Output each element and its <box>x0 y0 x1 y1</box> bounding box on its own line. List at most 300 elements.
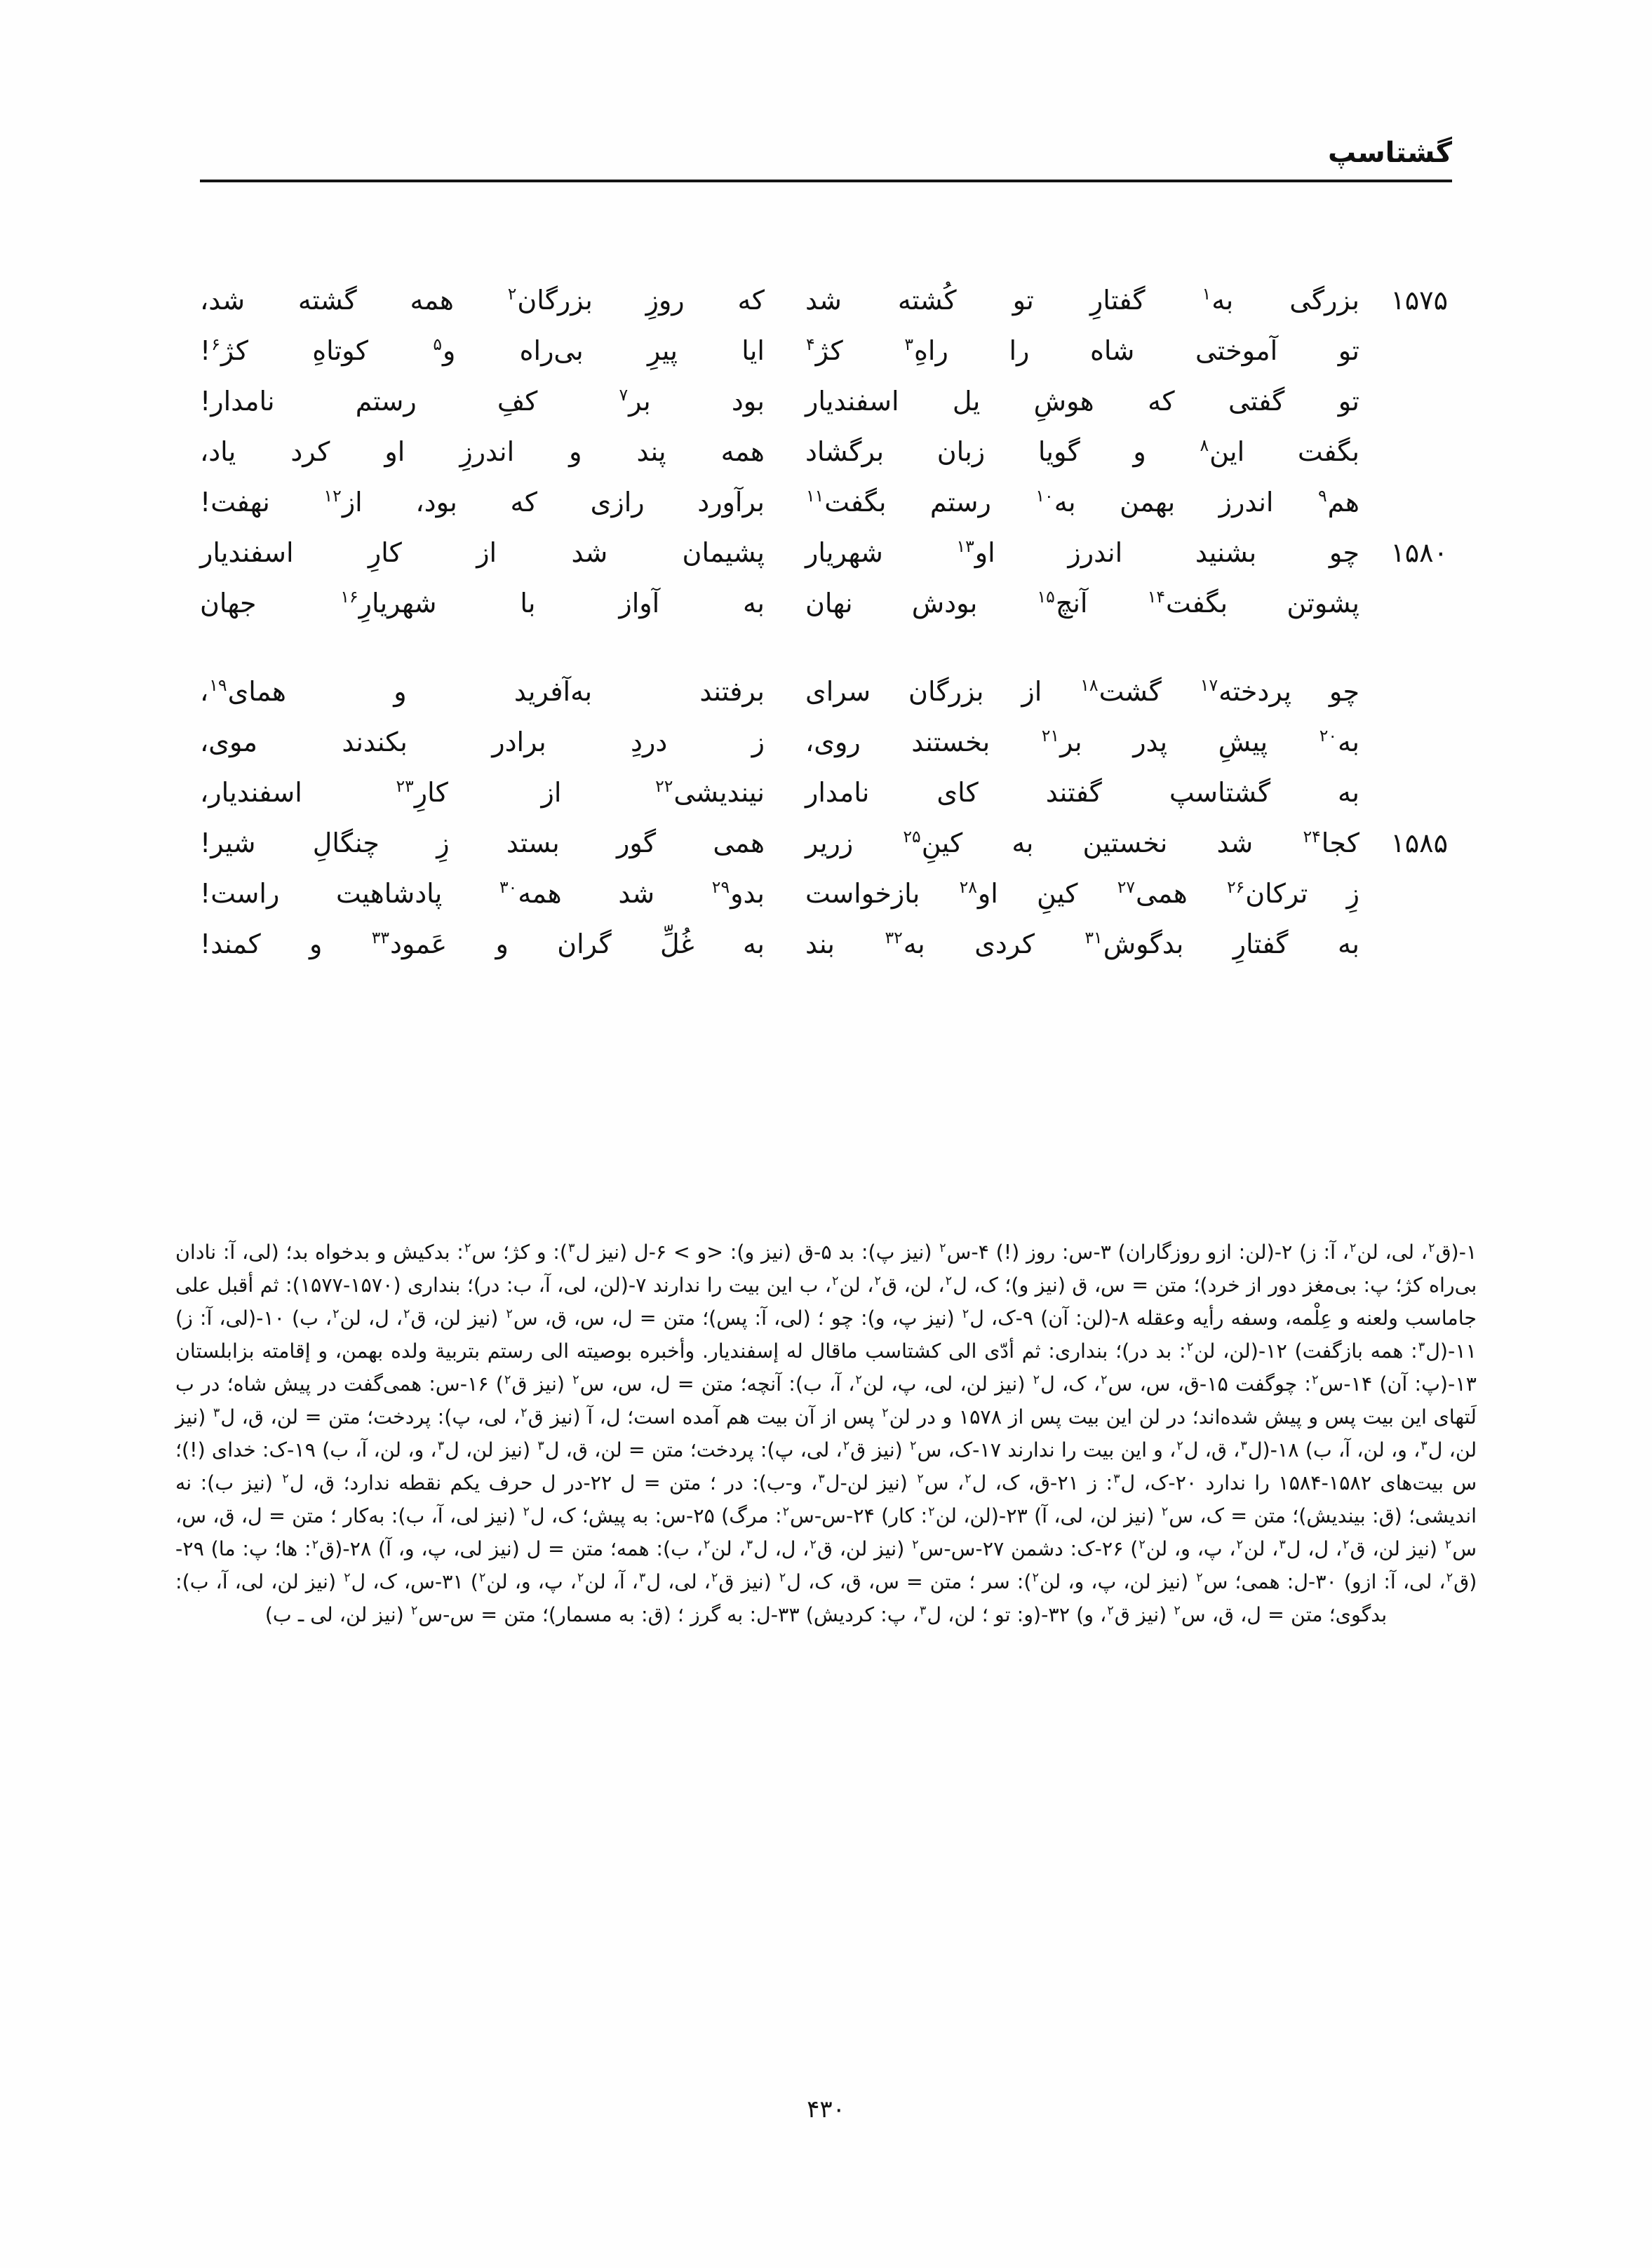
footnote-marker[interactable]: ۲ <box>1186 1339 1194 1354</box>
verse-word: بر <box>629 386 651 417</box>
verse-word: ل <box>220 1405 236 1429</box>
verse-word: بی‌راه <box>519 335 584 366</box>
hemistich-first <box>805 919 1359 969</box>
verse-word: دور <box>1268 1274 1297 1297</box>
verse-word: إسفندیار. <box>701 1339 779 1363</box>
verse-word: = <box>677 1372 694 1396</box>
footnote-marker[interactable]: ۲۱ <box>1041 726 1060 746</box>
verse-line <box>200 919 1452 969</box>
footnote-marker[interactable]: ۲ <box>782 1504 790 1519</box>
verse-word: (نیز <box>175 1405 206 1429</box>
verse-word: ، <box>835 1438 842 1462</box>
verse-word: گویا <box>1037 436 1080 467</box>
verse-word: به <box>632 1504 649 1527</box>
verse-word: ل <box>969 1307 984 1330</box>
footnote-marker[interactable]: ۲ <box>832 1274 839 1288</box>
verse-word: رستم <box>487 1339 533 1363</box>
footnote-marker[interactable]: ۲ <box>1107 1603 1114 1618</box>
verse-line <box>200 275 1452 325</box>
footnote-marker[interactable]: ۷ <box>619 385 629 405</box>
verse-line <box>200 767 1452 818</box>
verse-word: ب) <box>291 1307 318 1330</box>
footnote-marker[interactable]: ۲ <box>344 1570 351 1585</box>
footnote-marker[interactable]: ۲ <box>1101 1372 1108 1387</box>
footnote-marker[interactable]: ۳ <box>1418 1339 1425 1354</box>
verse-word: کارِ <box>414 777 448 808</box>
footnote-marker[interactable]: ۲ <box>311 1537 319 1552</box>
verse-word: و): <box>860 1307 885 1330</box>
footnote-marker[interactable]: ۲۷ <box>1117 877 1136 898</box>
hemistich-second <box>200 578 805 628</box>
verse-word: ): <box>553 1241 568 1264</box>
verse-word: ، <box>430 1438 437 1462</box>
verse-word: ، <box>912 1603 919 1626</box>
footnote-marker[interactable]: ۲ <box>403 1307 410 1321</box>
verse-word: ق، <box>565 1438 588 1462</box>
hemistich-second <box>200 717 805 767</box>
verse-word: = <box>1230 1504 1248 1527</box>
verse-word: ، <box>200 676 209 707</box>
verse-word: هوشِ <box>1033 386 1094 417</box>
verse-word: به <box>903 929 925 959</box>
verse-word: س <box>924 1471 949 1494</box>
verse-word: گفتند <box>1045 777 1102 808</box>
footnote-marker[interactable]: ۲ <box>945 1274 953 1288</box>
verse-word: و-ب): <box>752 1471 803 1494</box>
verse-word: نامدار <box>805 777 870 808</box>
verse-word: دشمن <box>1011 1537 1063 1560</box>
footnote-marker[interactable]: ۱۴ <box>1147 587 1166 607</box>
verse-word: لی، <box>234 1570 264 1593</box>
verse-word: ): <box>1016 1570 1032 1593</box>
verse-word: در)؛ <box>1115 1339 1148 1363</box>
footnote-marker[interactable]: ۱۶ <box>340 587 358 607</box>
footnote-marker[interactable]: ۲ <box>506 1307 513 1321</box>
verse-line <box>200 325 1452 376</box>
verse-word: (نیز <box>1124 1504 1155 1527</box>
verse-word: : <box>1411 1339 1418 1363</box>
verse-word: کژ؛ <box>502 1241 530 1264</box>
verse-word: لن، <box>948 1603 976 1626</box>
footnote-marker[interactable]: ۳ <box>537 1438 544 1453</box>
footnote-marker[interactable]: ۲ <box>939 1241 946 1255</box>
verse-word: زبان <box>936 436 986 467</box>
verse-word: ز <box>1087 1471 1098 1494</box>
verse-word: برفتند <box>699 676 765 707</box>
footnote-marker[interactable]: ۳ <box>1240 1438 1247 1453</box>
footnote-marker[interactable]: ۱۸ <box>1080 675 1099 696</box>
verse-word: او <box>977 878 998 909</box>
hemistich-second <box>200 376 805 426</box>
verse-word: به <box>1338 777 1359 808</box>
verse-word: کژ؛ <box>1395 1274 1423 1297</box>
verse-word: پ: <box>242 1537 268 1560</box>
verse-word: (نیز <box>373 1603 404 1626</box>
verse-word: یکم <box>450 1471 481 1494</box>
verse-word: شد <box>571 537 608 568</box>
verse-word: ل، <box>1308 1537 1329 1560</box>
verse-word: حرف <box>488 1471 533 1494</box>
verse-word: پ، <box>421 1537 447 1560</box>
footnote-marker[interactable]: ۲ <box>855 1372 862 1387</box>
verse-word: به <box>618 1603 635 1626</box>
verse-word: عِلْمه، <box>1284 1307 1333 1330</box>
verse-word: روزگاران) <box>1117 1241 1200 1264</box>
verse-word: همه <box>518 878 562 909</box>
verse-word: (نیز <box>242 1471 273 1494</box>
footnote-marker[interactable]: ۲ <box>1428 1241 1435 1255</box>
footnote-marker[interactable]: ۲ <box>1312 1372 1319 1387</box>
verse-word: به <box>743 929 765 959</box>
footnote-marker[interactable]: ۲ <box>282 1471 289 1486</box>
hemistich-second <box>200 325 805 376</box>
verse-word: بنداری <box>407 1274 461 1297</box>
verse-word: ز) <box>175 1307 193 1330</box>
verse-word: در <box>725 1471 744 1494</box>
verse-word: متن <box>651 1438 684 1462</box>
verse-line <box>200 477 1452 527</box>
verse-word: ۲-(لن: <box>1238 1241 1293 1264</box>
verse-word: همی‌گفت <box>343 1372 422 1396</box>
verse-word: لن <box>1146 1537 1168 1560</box>
verse-word: لن، <box>270 1405 299 1429</box>
verse-word: این <box>1120 1438 1147 1462</box>
footnote-marker[interactable]: ۱۵ <box>1037 587 1055 607</box>
verse-word: ب): <box>200 1471 234 1494</box>
verse-word: با <box>520 588 536 619</box>
verse-word: ب): <box>788 1372 822 1396</box>
verse-word: بگفت <box>1166 588 1228 619</box>
verse-word: ثم <box>260 1274 279 1297</box>
footnote-marker[interactable]: ۲ <box>1176 1438 1183 1453</box>
footnote-marker[interactable]: ۲ <box>962 1307 969 1321</box>
footnote-marker[interactable]: ۳۰ <box>499 877 518 898</box>
footnote-marker[interactable]: ۱۲ <box>323 486 342 506</box>
verse-word: : <box>1178 1339 1186 1363</box>
verse-word: ل <box>753 1537 768 1560</box>
verse-word: : <box>304 1537 311 1560</box>
verse-word: کوتاهِ <box>312 335 369 366</box>
verse-word: ؛ <box>981 1603 988 1626</box>
verse-word: متن <box>929 1570 962 1593</box>
footnote-marker[interactable]: ۲ <box>1032 1570 1039 1585</box>
footnote-marker[interactable]: ۱۰ <box>1035 486 1054 506</box>
footnote-marker[interactable]: ۲ <box>504 1372 511 1387</box>
stanza <box>200 666 1452 969</box>
verse-word: وسفه <box>1230 1307 1278 1330</box>
verse-word: همه؛ <box>610 1537 650 1560</box>
footnote-marker[interactable]: ۲ <box>521 1405 528 1420</box>
footnote-marker[interactable]: ۲ <box>1349 1241 1357 1255</box>
verse-word: ل <box>953 1274 967 1297</box>
footnote-marker[interactable]: ۲ <box>572 1372 579 1387</box>
footnote-marker[interactable]: ۲ <box>464 1241 471 1255</box>
verse-word: آ: <box>222 1241 236 1264</box>
verse-word: بستد <box>506 828 560 858</box>
verse-word: ۲۹-(ق <box>175 1537 1477 1593</box>
footnote-marker[interactable]: ۳ <box>746 1537 753 1552</box>
verse-word: گفتی <box>1228 386 1285 417</box>
verse-word: بدکیش <box>393 1241 450 1264</box>
verse-word: ب): <box>175 1570 209 1593</box>
footnote-marker[interactable]: ۲ <box>1196 1570 1203 1585</box>
footnote-marker[interactable]: ۲ <box>577 1570 584 1585</box>
footnote-marker[interactable]: ۲ <box>1174 1603 1181 1618</box>
footnote-marker[interactable]: ۳ <box>437 1438 445 1453</box>
verse-word: آ، <box>828 1372 842 1396</box>
verse-word: ل، <box>599 1405 621 1429</box>
verse-word: (نیز <box>924 1307 955 1330</box>
footnote-marker[interactable]: ۳۱ <box>1084 928 1103 948</box>
footnote-marker[interactable]: ۵ <box>433 335 442 355</box>
footnote-marker[interactable]: ۲ <box>928 1504 935 1519</box>
footnote-marker[interactable]: ۲ <box>882 1405 889 1420</box>
verse-word: لن، <box>1123 1570 1151 1593</box>
footnote-marker[interactable]: ۱۷ <box>1200 675 1218 696</box>
footnote-marker[interactable]: ۳ <box>1279 1537 1286 1552</box>
verse-word: بیت <box>1068 1405 1100 1429</box>
verse-word: کژ <box>220 335 248 366</box>
verse-word: ق <box>410 1307 427 1330</box>
verse-word: ، <box>513 1405 521 1429</box>
footnote-marker[interactable]: ۲ <box>523 1504 530 1519</box>
verse-word: بدگوش <box>1103 929 1184 959</box>
footnote-marker[interactable]: ۱۱ <box>806 486 824 506</box>
verse-word: بیت <box>1082 1438 1115 1462</box>
footnote-marker[interactable]: ۸ <box>1200 436 1209 456</box>
verse-word: ۱۹-ک: <box>262 1438 316 1462</box>
verse-word: لن، <box>465 1438 494 1462</box>
verse-word: ک، <box>995 1471 1020 1494</box>
verse-word: لی، <box>449 1504 479 1527</box>
verse-word: ل، <box>611 1307 633 1330</box>
verse-word: س <box>1452 1537 1477 1560</box>
footnote-marker[interactable]: ۲۸ <box>959 877 977 898</box>
verse-word: = <box>628 1438 645 1462</box>
verse-word: ق <box>718 1570 734 1593</box>
footnote-marker[interactable]: ۱۹ <box>209 675 227 696</box>
verse-word: گران <box>557 929 612 959</box>
verse-word: ل <box>575 1241 591 1264</box>
verse-word: آمده <box>682 1405 720 1429</box>
verse-word: برآورد <box>697 487 765 518</box>
verse-word: به‌کار <box>343 1504 385 1527</box>
footnote-marker[interactable]: ۹ <box>1317 486 1327 506</box>
verse-word: : <box>1106 1471 1113 1494</box>
verse-word: بازخواست <box>805 878 920 909</box>
verse-word: ندارد <box>1205 1471 1246 1494</box>
footnote-marker[interactable]: ۲۳ <box>396 776 414 797</box>
verse-word: کشتاسب <box>865 1339 941 1363</box>
verse-word: یاد، <box>200 436 236 467</box>
verse-word: آن) <box>1040 1307 1069 1330</box>
verse-word: را <box>1061 1438 1077 1462</box>
verse-word: ، <box>325 1307 333 1330</box>
verse-word: پس <box>1030 1405 1062 1429</box>
verse-word: و، <box>1390 1438 1407 1462</box>
verse-word: ل <box>289 1471 304 1494</box>
verse-word: بد <box>1155 1339 1172 1363</box>
verse-word: پ): <box>437 1405 471 1429</box>
running-head-title: گشتاسپ <box>1328 137 1452 169</box>
verse-word: ل <box>786 1570 801 1593</box>
verse-word: س، <box>868 1570 899 1593</box>
verse-word: کردی <box>974 929 1035 959</box>
verse-word: و <box>569 436 582 467</box>
footnote-marker[interactable]: ۲ <box>711 1570 718 1585</box>
footnote-marker[interactable]: ۳ <box>638 1570 646 1585</box>
running-head-rule <box>200 180 1452 182</box>
verse-word: له <box>786 1339 803 1363</box>
verse-word: = <box>639 1307 657 1330</box>
verse-word: نه <box>175 1471 192 1494</box>
footnote-marker[interactable]: ۲ <box>703 1537 711 1552</box>
verse-word: لن <box>1357 1241 1378 1264</box>
footnote-marker[interactable]: ۲۲ <box>655 776 673 797</box>
footnote-marker[interactable]: ۲ <box>917 1471 924 1486</box>
verse-word: بزابلستان <box>175 1339 255 1363</box>
footnote-marker[interactable]: ۲ <box>912 1537 919 1552</box>
footnote-marker[interactable]: ۲ <box>410 1603 418 1618</box>
verse-word: ثم <box>1021 1339 1041 1363</box>
footnote-marker[interactable]: ۳ <box>919 1603 927 1618</box>
footnote-marker[interactable]: ۲ <box>478 1570 486 1585</box>
verse-word: پ): <box>861 1241 895 1264</box>
footnote-marker[interactable]: ۳ <box>213 1405 220 1420</box>
verse-word: ، <box>811 1471 818 1494</box>
footnote-marker[interactable]: ۳ <box>1421 1438 1428 1453</box>
verse-word: بگفت <box>1297 436 1359 467</box>
footnote-marker[interactable]: ۲۵ <box>903 827 921 847</box>
hemistich-second <box>200 477 805 527</box>
verse-word: ۱۰-(لی، <box>219 1307 285 1330</box>
footnote-marker[interactable]: ۳ <box>904 335 913 355</box>
verse-word: ل <box>972 1471 987 1494</box>
footnote-marker[interactable]: ۲ <box>1033 1372 1040 1387</box>
verse-word: لی، <box>1385 1241 1415 1264</box>
verse-word: ب) <box>264 1603 292 1626</box>
footnote-marker[interactable]: ۳ <box>818 1471 825 1486</box>
verse-word: این <box>1209 436 1245 467</box>
verse-word: بود <box>731 386 765 417</box>
verse-word: بند <box>805 929 835 959</box>
verse-word: و <box>1339 1307 1349 1330</box>
footnote-marker[interactable]: ۳ <box>568 1241 575 1255</box>
footnote-marker[interactable]: ۲ <box>965 1471 972 1486</box>
footnote-marker[interactable]: ۲ <box>1444 1537 1452 1552</box>
footnote-marker[interactable]: ۲ <box>1343 1537 1350 1552</box>
footnote-marker[interactable]: ۲ <box>1161 1504 1169 1519</box>
verse-word: ل <box>646 1570 662 1593</box>
footnote-marker[interactable]: ۲ <box>1139 1537 1146 1552</box>
verse-word: راست! <box>200 878 280 909</box>
verse-word: ؛ <box>709 1471 716 1494</box>
footnote-marker[interactable]: ۱ <box>1202 284 1211 304</box>
footnote-marker[interactable]: ۲۰ <box>1319 726 1338 746</box>
verse-word: لن، <box>594 1438 622 1462</box>
verse-word: آن) <box>1379 1372 1408 1396</box>
verse-word: کارِ <box>368 537 402 568</box>
footnote-marker[interactable]: ۶ <box>211 335 220 355</box>
footnote-marker[interactable]: ۲۹ <box>711 877 730 898</box>
hemistich-first <box>805 578 1359 628</box>
verse-word: غُلِّ <box>660 929 694 959</box>
footnote-marker[interactable]: ۳۲ <box>885 928 903 948</box>
verse-word: ، <box>631 1570 638 1593</box>
verse-word: جهان <box>200 588 257 619</box>
footnote-marker[interactable]: ۳ <box>1113 1471 1120 1486</box>
verse-word: (نیز <box>489 1537 520 1560</box>
verse-word: ز) <box>1298 1241 1317 1264</box>
verse-word: لی، <box>800 1438 830 1462</box>
verse-word: پیش <box>1264 1405 1302 1429</box>
verse-word: ۲۶-ک: <box>1070 1537 1124 1560</box>
verse-word: بیت <box>756 1405 788 1429</box>
verse-word: برادر <box>492 727 546 757</box>
footnote-marker[interactable]: ۲ <box>874 1274 881 1288</box>
verse-word: از <box>342 487 363 518</box>
verse-word: لی <box>310 1603 333 1626</box>
verse-word: ـ <box>297 1603 304 1626</box>
verse-word: ل <box>541 1471 556 1494</box>
verse-word: پس <box>1324 1405 1356 1429</box>
footnote-marker[interactable]: ۲۶ <box>1226 877 1245 898</box>
verse-word: شاه <box>1090 335 1135 366</box>
footnote-marker[interactable]: ۴ <box>806 335 815 355</box>
verse-word: تو <box>1338 386 1359 417</box>
verse-word: ق <box>511 1372 528 1396</box>
verse-word: و <box>1133 436 1146 467</box>
verse-word: ۱۶-س: <box>429 1372 489 1396</box>
verse-word: بدو <box>730 878 765 909</box>
verse-word: لن، <box>271 1570 299 1593</box>
verse-word: ) <box>495 1372 504 1396</box>
hemistich-first <box>805 426 1359 477</box>
verse-word: او <box>384 436 405 467</box>
verse-word: گشته <box>297 285 357 316</box>
verse-word: س <box>1181 1603 1206 1626</box>
verse-word: ، <box>1169 1438 1176 1462</box>
verse-word: رستم <box>355 386 417 417</box>
footnote-marker[interactable]: ۲ <box>842 1438 850 1453</box>
verse-word: ما) <box>210 1537 236 1560</box>
verse-word: به <box>1338 727 1359 757</box>
footnote-marker[interactable]: ۲ <box>779 1570 786 1585</box>
footnote-marker[interactable]: ۲ <box>1236 1537 1244 1552</box>
verse-word: کرد <box>290 436 330 467</box>
verse-word: گور <box>616 828 657 858</box>
hemistich-first <box>805 477 1359 527</box>
footnote-marker[interactable]: ۲۴ <box>1303 827 1321 847</box>
verse-word: (لی، <box>773 1307 811 1330</box>
footnote-marker[interactable]: ۲ <box>1446 1570 1453 1585</box>
verse-word: ۵-ق <box>798 1241 832 1264</box>
footnote-marker[interactable]: ۳۳ <box>371 928 389 948</box>
verse-word: شده‌اند؛ <box>1192 1405 1258 1429</box>
footnote-marker[interactable]: ۲ <box>333 1307 340 1321</box>
verse-word: لن <box>584 1570 606 1593</box>
footnote-marker[interactable]: ۲ <box>507 284 517 304</box>
footnote-marker[interactable]: ۲ <box>909 1438 917 1453</box>
verse-word: ندارند <box>1007 1438 1055 1462</box>
verse-word: پ، <box>1197 1537 1223 1560</box>
verse-word: متن <box>292 1504 324 1527</box>
verse-word: نامدار! <box>200 386 275 417</box>
verse-word: ، <box>696 1537 703 1560</box>
verse-word: کفِ <box>497 386 538 417</box>
footnote-marker[interactable]: ۲ <box>810 1537 817 1552</box>
footnote-marker[interactable]: ۱۳ <box>956 536 974 557</box>
